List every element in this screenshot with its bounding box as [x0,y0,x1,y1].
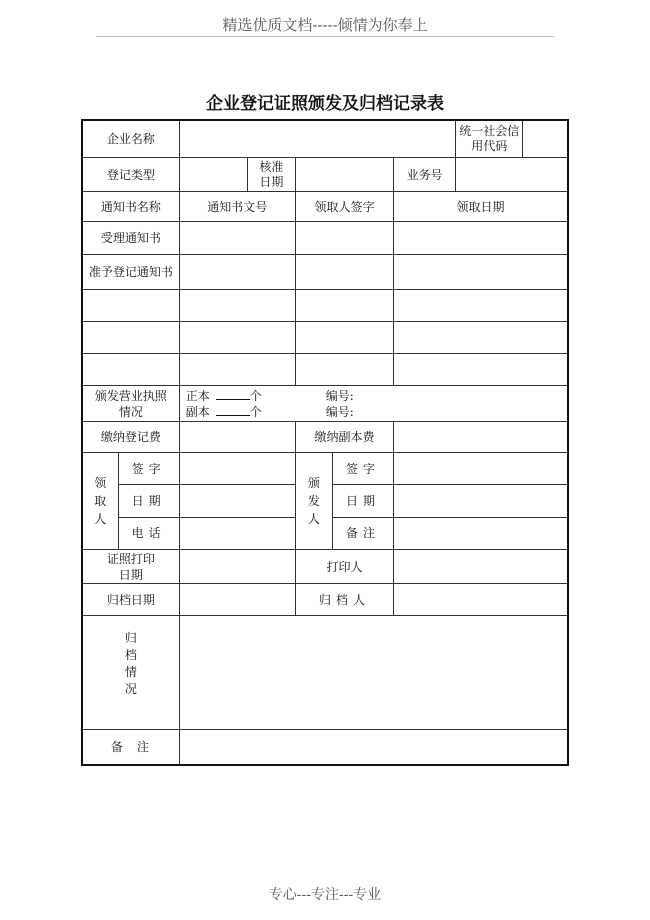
archive-status-field[interactable] [179,616,568,730]
recipient-phone-label: 电话 [118,517,179,549]
notice-col-name: 通知书名称 [82,192,179,222]
credit-code-wrapper [456,120,568,158]
form-title: 企业登记证照颁发及归档记录表 [206,94,444,114]
registration-record-table [81,119,569,766]
issuer-remark-field[interactable] [394,517,568,549]
recipient-date-field[interactable] [179,485,295,517]
table-row [82,322,568,354]
notice-row-approval: 准予登记通知书 [82,255,179,290]
table-row [82,290,568,322]
credit-code-field[interactable] [523,121,567,157]
table-row [82,386,568,422]
printer-label: 打印人 [295,550,393,584]
reg-type-label: 登记类型 [82,158,179,192]
printer-field[interactable] [394,550,568,584]
notice-date-field[interactable] [394,255,568,290]
archiver-field[interactable] [394,584,568,616]
table-row [82,453,568,485]
original-number-label: 编号: [325,388,354,403]
issuer-block [295,453,393,550]
notice-date-field[interactable] [394,222,568,255]
notice-number-field[interactable] [179,322,295,354]
table-row [82,158,568,192]
table-row [82,730,568,765]
notice-signature-field[interactable] [295,322,393,354]
table-row [82,550,568,584]
notice-number-field[interactable] [179,222,295,255]
unit-label: 个 [249,388,262,403]
notice-name-field[interactable] [82,354,179,386]
company-name-field[interactable] [179,120,456,158]
page-header: 精选优质文档-----倾情为你奉上 [222,16,428,34]
notice-date-field[interactable] [394,290,568,322]
notice-col-date: 领取日期 [394,192,568,222]
page-footer: 专心---专注---专业 [268,887,382,903]
archive-date-field[interactable] [179,584,295,616]
business-no-label: 业务号 [394,158,456,192]
notice-signature-field[interactable] [295,255,393,290]
table-row [82,422,568,453]
remark-label: 备注 [82,730,179,765]
copy-label: 副本 [185,404,210,419]
recipient-date-label: 日期 [118,485,179,517]
original-count-field[interactable] [216,388,250,400]
unit-label: 个 [249,404,262,419]
notice-name-field[interactable] [82,290,179,322]
notice-signature-field[interactable] [295,222,393,255]
copy-number-label: 编号: [325,404,354,419]
company-name-label: 企业名称 [82,120,179,158]
notice-signature-field[interactable] [295,290,393,322]
business-no-field[interactable] [456,158,568,192]
copy-count-field[interactable] [216,404,250,416]
header-divider [96,36,554,37]
notice-signature-field[interactable] [295,354,393,386]
issuer-date-label: 日期 [333,485,393,517]
archive-date-label: 归档日期 [82,584,179,616]
issuer-date-field[interactable] [394,485,568,517]
table-row [82,120,568,158]
notice-row-acceptance: 受理通知书 [82,222,179,255]
notice-number-field[interactable] [179,354,295,386]
notice-date-field[interactable] [394,322,568,354]
issuer-signature-label: 签字 [333,453,393,485]
recipient-label: 领取人 [82,453,118,550]
recipient-phone-field[interactable] [179,517,295,549]
copy-fee-label: 缴纳副本费 [295,422,393,453]
table-row [82,255,568,290]
table-row [82,584,568,616]
archiver-label: 归档人 [295,584,393,616]
notice-number-field[interactable] [179,255,295,290]
issuer-label: 颁发人 [296,453,333,549]
approval-date-label: 核准日期 [247,158,295,192]
reg-type-field[interactable] [179,158,247,192]
copy-fee-field[interactable] [394,422,568,453]
original-label: 正本 [185,388,210,403]
archive-status-label: 归档情况 [82,616,179,730]
notice-col-signature: 领取人签字 [295,192,393,222]
credit-code-label: 统一社会信用代码 [456,121,523,157]
table-row [82,192,568,222]
recipient-signature-field[interactable] [179,453,295,485]
issuer-remark-label: 备注 [345,526,380,541]
print-date-field[interactable] [179,550,295,584]
notice-name-field[interactable] [82,322,179,354]
copy-line [186,404,565,420]
print-date-label: 证照打印日期 [82,550,179,584]
notice-col-number: 通知书文号 [179,192,295,222]
table-row [82,616,568,730]
notice-date-field[interactable] [394,354,568,386]
issuer-signature-field[interactable] [394,453,568,485]
notice-number-field[interactable] [179,290,295,322]
table-row [82,354,568,386]
original-line [186,388,565,404]
recipient-signature-label: 签字 [118,453,179,485]
table-row [82,222,568,255]
license-issue-details [179,386,568,422]
reg-fee-field[interactable] [179,422,295,453]
license-issue-label: 颁发营业执照情况 [82,386,179,422]
reg-fee-label: 缴纳登记费 [82,422,179,453]
remark-field[interactable] [179,730,568,765]
approval-date-field[interactable] [295,158,393,192]
